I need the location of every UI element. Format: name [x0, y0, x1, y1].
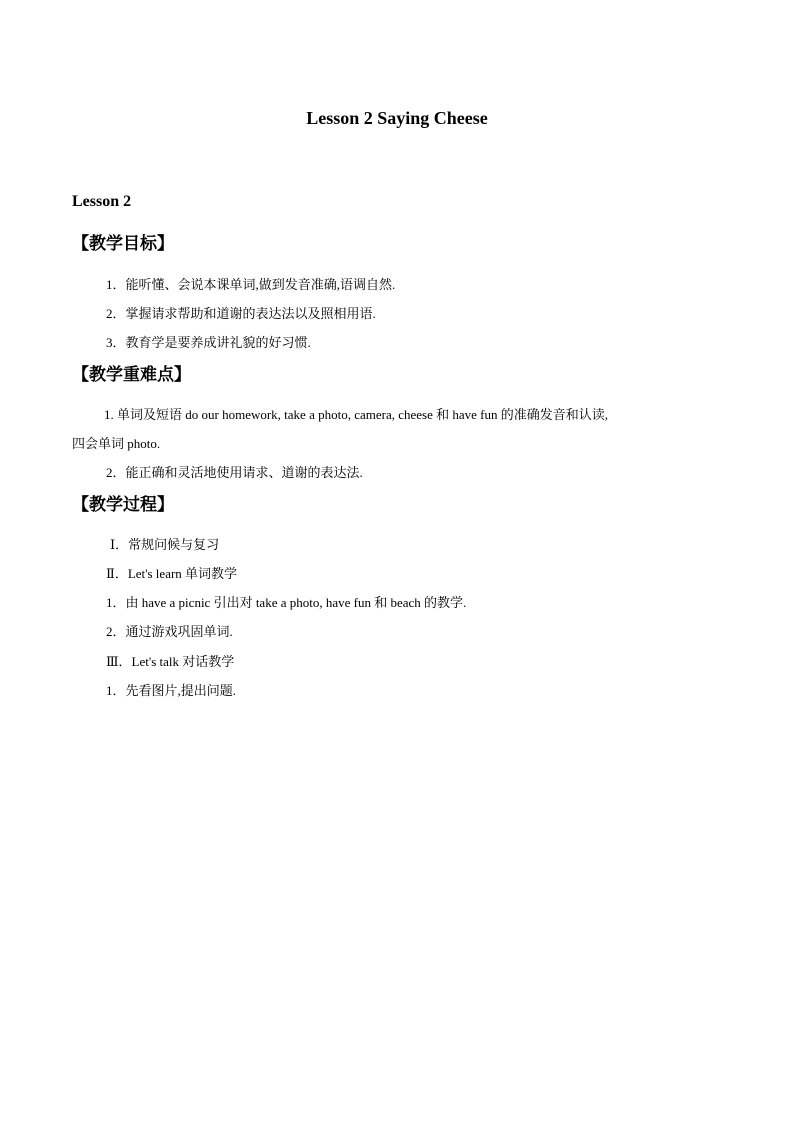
objective-item-1: 1．能听懂、会说本课单词,做到发音准确,语调自然.	[106, 277, 396, 292]
document-title: Lesson 2 Saying Cheese	[306, 108, 488, 128]
process-item-2: Ⅱ．Let's learn 单词教学	[106, 566, 238, 581]
objectives-heading: 【教学目标】	[72, 234, 174, 254]
process-item-6: 1．先看图片,提出问题.	[106, 683, 237, 698]
process-item-5: Ⅲ．Let's talk 对话教学	[106, 654, 235, 669]
key-point-item-1-line-2: 四会单词 photo.	[72, 436, 161, 451]
objective-item-2: 2．掌握请求帮助和道谢的表达法以及照相用语.	[106, 306, 376, 321]
process-item-1: Ⅰ．常规问候与复习	[110, 537, 220, 552]
objective-item-3: 3．教育学是要养成讲礼貌的好习惯.	[106, 335, 311, 350]
key-points-heading: 【教学重难点】	[72, 365, 191, 385]
process-item-4: 2．通过游戏巩固单词.	[106, 624, 233, 639]
key-point-item-1-line-1: 1. 单词及短语 do our homework, take a photo, camera, cheese 和 have fun 的准确发音和认读,	[104, 407, 608, 422]
process-heading: 【教学过程】	[72, 495, 174, 515]
process-item-3: 1．由 have a picnic 引出对 take a photo, have fun 和 beach 的教学.	[106, 595, 467, 610]
key-point-item-2: 2．能正确和灵活地使用请求、道谢的表达法.	[106, 465, 363, 480]
lesson-subtitle: Lesson 2	[72, 193, 132, 210]
